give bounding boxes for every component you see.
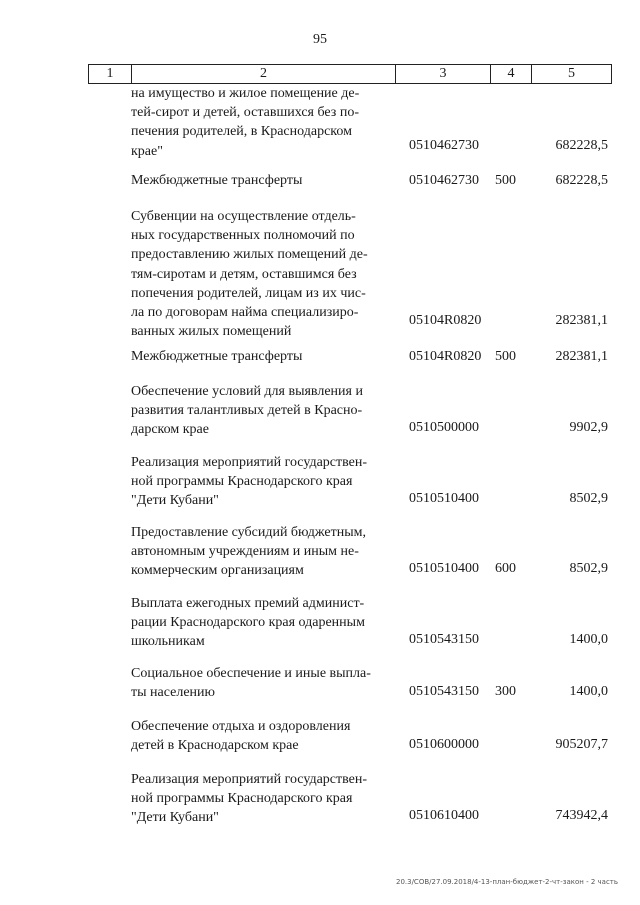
- row-expense-type: 600: [495, 561, 516, 576]
- row-amount: 682228,5: [555, 173, 608, 188]
- row-description: Межбюджетные трансферты: [131, 349, 303, 364]
- row-code: 0510510400: [409, 491, 479, 506]
- row-amount: 1400,0: [569, 632, 608, 647]
- row-description: Обеспечение условий для выявления и развития талантливых детей в Красно- дарском крае: [131, 384, 363, 438]
- row-description: на имущество и жилое помещение де- тей-сирот и детей, оставшихся без по- печения родителей, в Краснодарском крае": [131, 86, 360, 159]
- column-header-table: [88, 64, 612, 84]
- row-expense-type: 500: [495, 173, 516, 188]
- row-expense-type: 500: [495, 349, 516, 364]
- row-amount: 682228,5: [555, 138, 608, 153]
- row-description: Выплата ежегодных премий админист- рации Краснодарского края одаренным школьникам: [131, 596, 365, 650]
- row-amount: 905207,7: [555, 737, 608, 752]
- row-code: 0510462730: [409, 138, 479, 153]
- row-code: 05104R0820: [409, 313, 482, 328]
- row-description: Обеспечение отдыха и оздоровления детей в Краснодарском крае: [131, 719, 351, 754]
- row-code: 0510543150: [409, 684, 479, 699]
- row-amount: 8502,9: [569, 491, 608, 506]
- row-amount: 743942,4: [555, 808, 608, 823]
- row-description: Реализация мероприятий государствен- ной программы Краснодарского края "Дети Кубани": [131, 772, 368, 826]
- row-amount: 8502,9: [569, 561, 608, 576]
- column-header-2: 2: [132, 65, 396, 84]
- document-footer: 20.3/COB/27.09.2018/4-13-план-бюджет-2-чт-закон - 2 часть: [395, 878, 618, 886]
- row-description: Субвенции на осуществление отдель- ных государственных полномочий по предоставлению жилых помещений де- тям-сиротам и детям, оставшимся без попечения родителей, лицам из их чис- ла по договорам найма специализиро- ванных жилых помещений: [131, 209, 368, 340]
- row-code: 0510510400: [409, 561, 479, 576]
- row-code: 0510610400: [409, 808, 479, 823]
- row-description: Межбюджетные трансферты: [131, 173, 303, 188]
- row-amount: 1400,0: [569, 684, 608, 699]
- row-amount: 282381,1: [555, 313, 608, 328]
- page-number: 95: [313, 32, 327, 47]
- row-amount: 9902,9: [569, 420, 608, 435]
- column-header-1: 1: [89, 65, 132, 84]
- row-description: Социальное обеспечение и иные выпла- ты населению: [131, 666, 371, 701]
- row-code: 0510462730: [409, 173, 479, 188]
- row-amount: 282381,1: [555, 349, 608, 364]
- row-code: 0510500000: [409, 420, 479, 435]
- column-header-5: 5: [532, 65, 612, 84]
- row-description: Реализация мероприятий государствен- ной программы Краснодарского края "Дети Кубани": [131, 455, 368, 509]
- row-expense-type: 300: [495, 684, 516, 699]
- row-description: Предоставление субсидий бюджетным, автономным учреждениям и иным не- коммерческим организациям: [131, 525, 367, 579]
- column-header-3: 3: [396, 65, 491, 84]
- column-header-4: 4: [491, 65, 532, 84]
- row-code: 0510543150: [409, 632, 479, 647]
- row-code: 05104R0820: [409, 349, 482, 364]
- row-code: 0510600000: [409, 737, 479, 752]
